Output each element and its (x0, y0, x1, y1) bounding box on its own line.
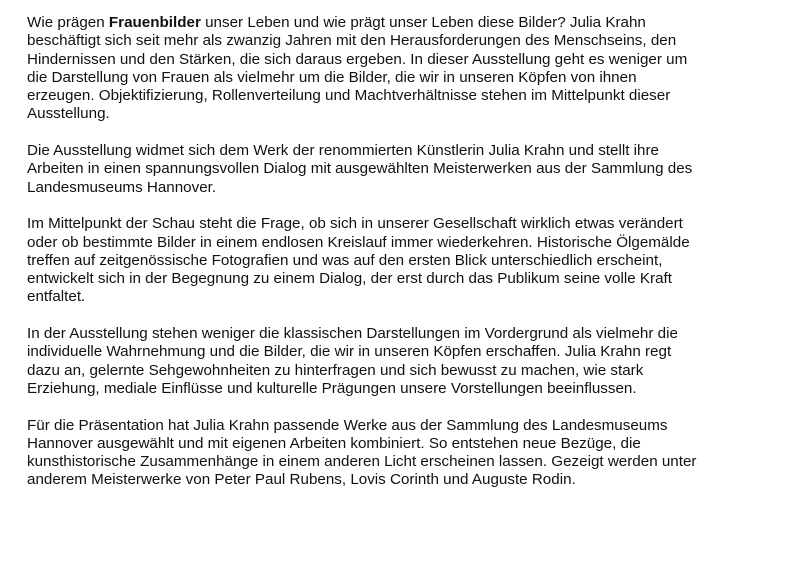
text-line: Erziehung, mediale Einflüsse und kulturelle Prägungen unsere Vorstellungen beeinflussen. (27, 379, 637, 397)
text-line: Hindernissen und den Stärken, die sich daraus ergeben. In dieser Ausstellung geht es weniger um (27, 50, 688, 68)
text-line: entfaltet. (27, 288, 86, 306)
text-line: dazu an, gelernte Sehgewohnheiten zu hinterfragen und sich bewusst zu machen, wie stark (27, 361, 644, 379)
emphasis-frauenbilder: Frauenbilder (108, 14, 201, 31)
paragraph-intro (27, 14, 789, 124)
text-line: erzeugen. Objektifizierung, Rollenverteilung und Machtverhältnisse stehen im Mittelpunkt dieser (27, 87, 671, 105)
paragraph-perception (27, 325, 789, 398)
paragraph-focus (27, 215, 789, 306)
text-line: die Darstellung von Frauen als vielmehr um die Bilder, die wir in unseren Köpfen von ihnen (27, 68, 637, 86)
text-line: Ausstellung. (27, 105, 110, 123)
text-line: kunsthistorische Zusammenhänge in einem anderen Licht erscheinen lassen. Gezeigt werden unter (27, 453, 697, 471)
paragraph-exhibition (27, 142, 789, 197)
text-line: Für die Präsentation hat Julia Krahn passende Werke aus der Sammlung des Landesmuseums (27, 416, 668, 434)
text-line: Wie prägen Frauenbilder unser Leben und wie prägt unser Leben diese Bilder? Julia Krahn (27, 14, 646, 31)
text-line: beschäftigt sich seit mehr als zwanzig Jahren mit den Herausforderungen des Menschseins, den (27, 32, 677, 50)
document-body (27, 14, 789, 508)
text-line: treffen auf zeitgenössische Fotografien und was auf den ersten Blick unterschiedlich erscheint, (27, 251, 663, 269)
text-line: entwickelt sich in der Begegnung zu einem Dialog, der erst durch das Publikum seine volle Kraft (27, 270, 672, 288)
text-line: oder ob bestimmte Bilder in einem endlosen Kreislauf immer wiederkehren. Historische Ölgemälde (27, 233, 690, 251)
paragraph-presentation (27, 417, 789, 490)
text-line: Im Mittelpunkt der Schau steht die Frage, ob sich in unserer Gesellschaft wirklich etwas verändert (27, 215, 683, 233)
text-line: Hannover ausgewählt und mit eigenen Arbeiten kombiniert. So entstehen neue Bezüge, die (27, 434, 641, 452)
text-line: Landesmuseums Hannover. (27, 178, 217, 196)
text-line: Arbeiten in einen spannungsvollen Dialog mit ausgewählten Meisterwerken aus der Sammlung des (27, 160, 693, 178)
text-line: anderem Meisterwerke von Peter Paul Rubens, Lovis Corinth und Auguste Rodin. (27, 471, 576, 489)
text-line: individuelle Wahrnehmung und die Bilder, die wir in unseren Köpfen erschaffen. Julia Krahn regt (27, 343, 672, 361)
text-line: In der Ausstellung stehen weniger die klassischen Darstellungen im Vordergrund als vielmehr die (27, 325, 678, 343)
text-line: Die Ausstellung widmet sich dem Werk der renommierten Künstlerin Julia Krahn und stellt ihre (27, 142, 659, 160)
